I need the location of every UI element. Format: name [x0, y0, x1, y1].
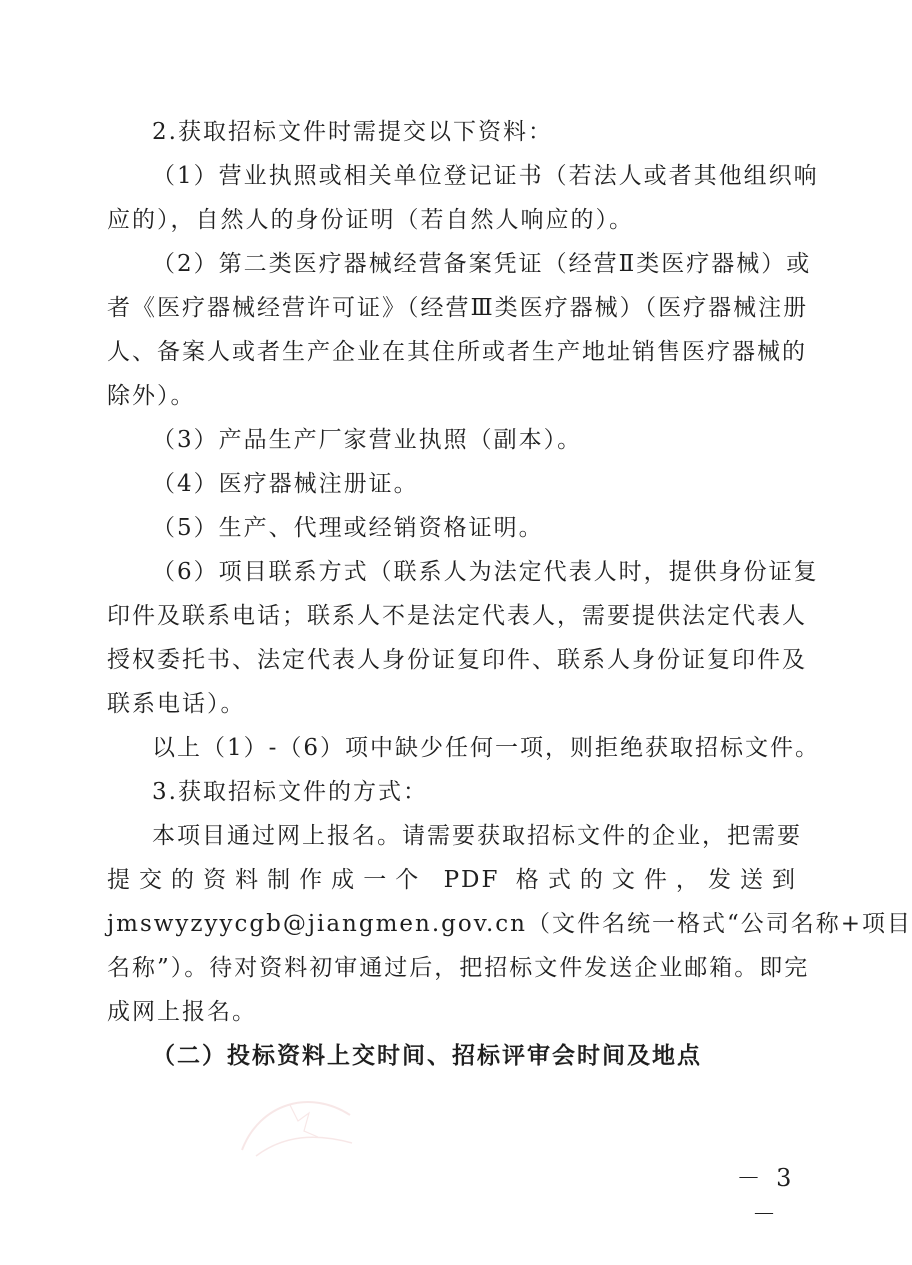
- item-5: （5）生产、代理或经销资格证明。: [152, 515, 544, 541]
- online-registration-line-3: jmswyzyycgb@jiangmen.gov.cn（文件名统一格式“公司名称+项目: [107, 911, 912, 937]
- item-4: （4）医疗器械注册证。: [152, 471, 419, 497]
- item-2-line-1: （2）第二类医疗器械经营备案凭证（经营Ⅱ类医疗器械）或: [152, 251, 812, 277]
- missing-items-note: 以上（1）-（6）项中缺少任何一项，则拒绝获取招标文件。: [152, 735, 821, 761]
- online-registration-line-5: 成网上报名。: [107, 999, 257, 1025]
- section-2-heading: 2.获取招标文件时需提交以下资料：: [152, 119, 553, 145]
- item-2-line-2: 者《医疗器械经营许可证》（经营Ⅲ类医疗器械）（医疗器械注册: [107, 295, 809, 321]
- subsection-2-heading: （二）投标资料上交时间、招标评审会时间及地点: [152, 1042, 702, 1069]
- online-registration-line-4: 名称”）。待对资料初审通过后，把招标文件发送企业邮箱。即完: [107, 955, 810, 981]
- item-6-line-1: （6）项目联系方式（联系人为法定代表人时，提供身份证复: [152, 559, 819, 585]
- item-2-line-3: 人、备案人或者生产企业在其住所或者生产地址销售医疗器械的: [107, 339, 807, 365]
- item-2-line-4: 除外）。: [107, 383, 196, 409]
- item-6-line-2: 印件及联系电话；联系人不是法定代表人，需要提供法定代表人: [107, 603, 807, 629]
- online-registration-line-1: 本项目通过网上报名。请需要获取招标文件的企业，把需要: [152, 823, 802, 849]
- item-6-line-3: 授权委托书、法定代表人身份证复印件、联系人身份证复印件及: [107, 647, 807, 673]
- item-3: （3）产品生产厂家营业执照（副本）。: [152, 427, 583, 453]
- online-registration-line-2: 提交的资料制作成一个 PDF 格式的文件，发送到: [107, 867, 797, 893]
- item-1-line-2: 应的），自然人的身份证明（若自然人响应的）。: [107, 207, 634, 233]
- item-6-line-4: 联系电话）。: [107, 691, 246, 717]
- section-3-heading: 3.获取招标文件的方式：: [152, 779, 428, 805]
- faded-seal-mark: [232, 1085, 362, 1165]
- item-1-line-1: （1）营业执照或相关单位登记证书（若法人或者其他组织响: [152, 163, 819, 189]
- page-number: － 3 －: [736, 1164, 796, 1228]
